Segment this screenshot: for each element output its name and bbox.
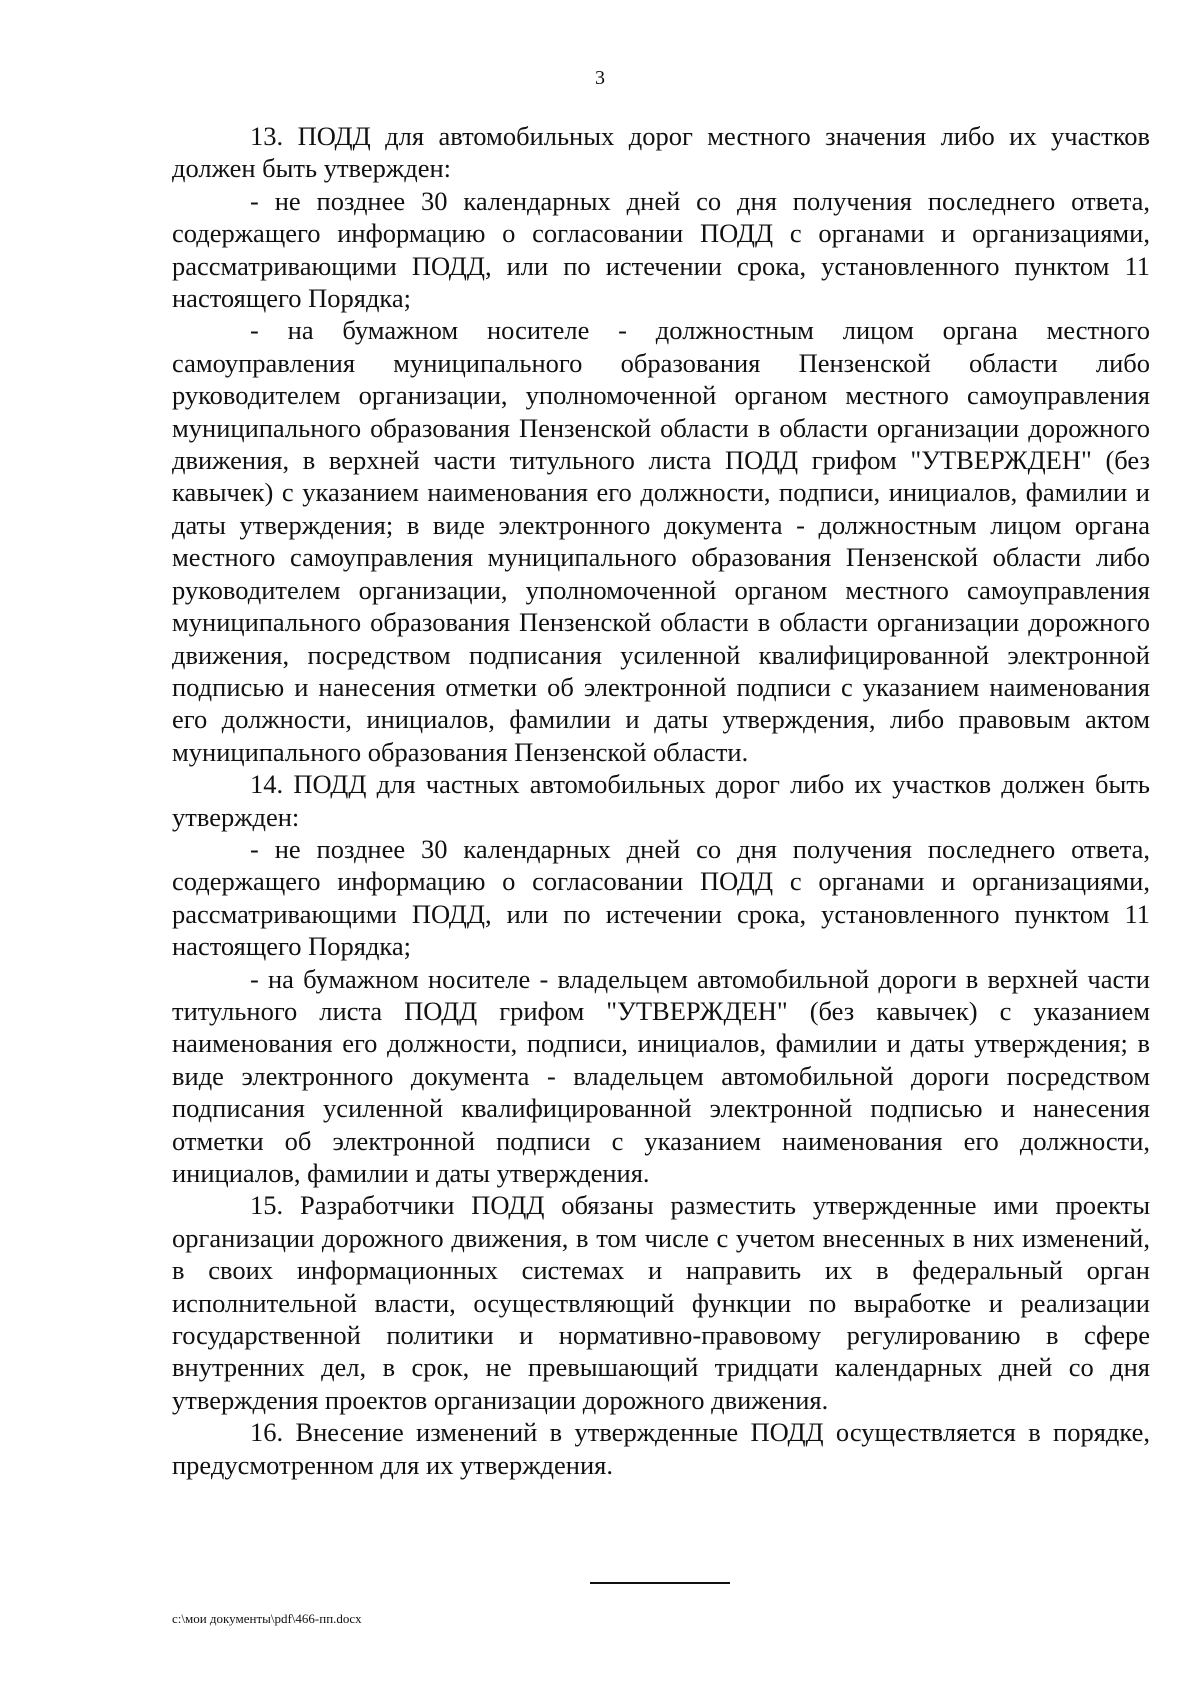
document-body <box>172 120 1150 1481</box>
paragraph-13-deadline: - не позднее 30 календарных дней со дня получения последнего ответа, содержащего информацию о согласовании ПОДД с органами и организациями, рассматривающими ПОДД, или по истечении срока, установленного пунктом 11 настоящего Порядка; <box>172 185 1150 314</box>
paragraph-15: 15. Разработчики ПОДД обязаны разместить утвержденные ими проекты организации дорожного движения, в том числе с учетом внесенных в них изменений, в своих информационных системах и направить их в федеральный орган исполнительной власти, осуществляющий функции по выработке и реализации государственной политики и нормативно-правовому регулированию в сфере внутренних дел, в срок, не превышающий тридцати календарных дней со дня утверждения проектов организации дорожного движения. <box>172 1190 1150 1415</box>
paragraph-14: 14. ПОДД для частных автомобильных дорог либо их участков должен быть утвержден: <box>172 769 1150 832</box>
paragraph-13: 13. ПОДД для автомобильных дорог местного значения либо их участков должен быть утвержден: <box>172 121 1150 184</box>
paragraph-14-deadline: - не позднее 30 календарных дней со дня получения последнего ответа, содержащего информацию о согласовании ПОДД с органами и организациями, рассматривающими ПОДД, или по истечении срока, установленного пунктом 11 настоящего Порядка; <box>172 833 1150 962</box>
paragraph-14-approval-method: - на бумажном носителе - владельцем автомобильной дороги в верхней части титульного листа ПОДД грифом "УТВЕРЖДЕН" (без кавычек) с указанием наименования его должности, подписи, инициалов, фамилии и даты утверждения; в виде электронного документа - владельцем автомобильной дороги посредством подписания усиленной квалифицированной электронной подписью и нанесения отметки об электронной подписи с указанием наименования его должности, инициалов, фамилии и даты утверждения. <box>172 963 1150 1188</box>
end-separator-line <box>590 1582 730 1584</box>
page-number: 3 <box>595 67 605 89</box>
footer-file-path: c:\мои документы\pdf\466-пп.docx <box>172 1611 362 1626</box>
paragraph-16: 16. Внесение изменений в утвержденные ПОДД осуществляется в порядке, предусмотренном для их утверждения. <box>172 1417 1150 1480</box>
paragraph-13-approval-method: - на бумажном носителе - должностным лицом органа местного самоуправления муниципального образования Пензенской области либо руководителем организации, уполномоченной органом местного самоуправления муниципального образования Пензенской области в области организации дорожного движения, в верхней части титульного листа ПОДД грифом "УТВЕРЖДЕН" (без кавычек) с указанием наименования его должности, подписи, инициалов, фамилии и даты утверждения; в виде электронного документа - должностным лицом органа местного самоуправления муниципального образования Пензенской области либо руководителем организации, уполномоченной органом местного самоуправления муниципального образования Пензенской области в области организации дорожного движения, посредством подписания усиленной квалифицированной электронной подписью и нанесения отметки об электронной подписи с указанием наименования его должности, инициалов, фамилии и даты утверждения, либо правовым актом муниципального образования Пензенской области. <box>172 315 1150 767</box>
